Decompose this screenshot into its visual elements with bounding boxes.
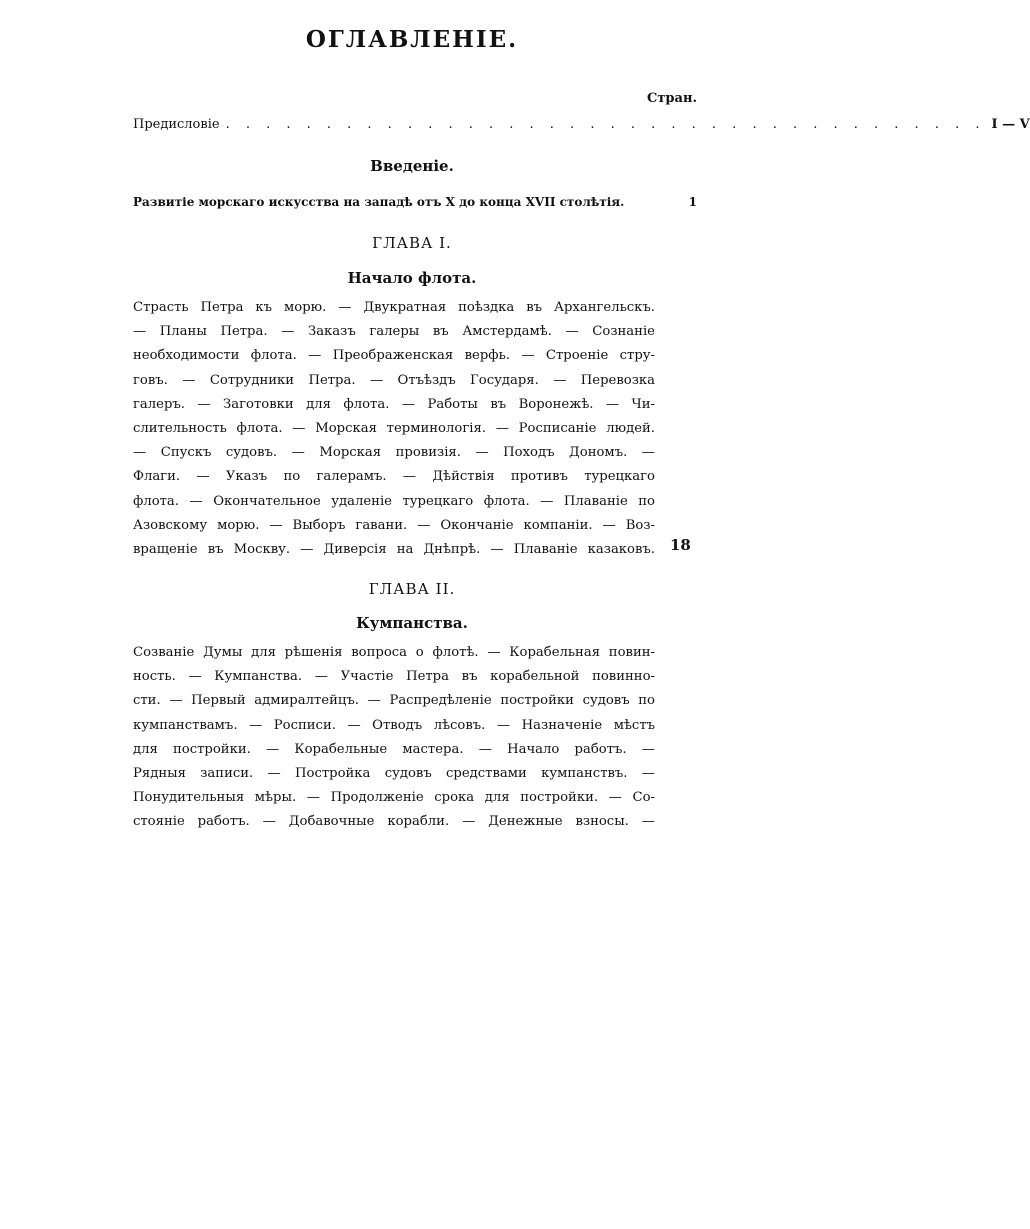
chapter-1-line: галеръ. — Заготовки для флота. — Работы въ Воронежѣ. — Чи- <box>133 396 655 412</box>
chapter-1-line: — Планы Петра. — Заказъ галеры въ Амстердамѣ. — Сознаніе <box>133 324 655 340</box>
chapter-2-heading: Кумпанства. <box>356 614 468 632</box>
chapter-2-line: кумпанствамъ. — Росписи. — Отводъ лѣсовъ. — Назначеніе мѣстъ <box>133 717 655 733</box>
preface-label: Предисловіе <box>133 117 220 132</box>
toc-entry-preface <box>133 117 1030 132</box>
chapter-2-line: сти. — Первый адмиралтейцъ. — Распредѣленіе постройки судовъ по <box>133 693 655 709</box>
chapter-1-page: 18 <box>670 536 691 554</box>
chapter-1-label: ГЛАВА I. <box>372 234 452 252</box>
chapter-1-line: слительность флота. — Морская терминологія. — Росписаніе людей. <box>133 421 655 437</box>
chapter-1-line: Флаги. — Указъ по галерамъ. — Дѣйствія противъ турецкаго <box>133 469 655 485</box>
chapter-1-line: вращеніе въ Москву. — Диверсія на Днѣпрѣ. — Плаваніе казаковъ. <box>133 542 655 558</box>
chapter-1-contents <box>133 296 655 562</box>
chapter-1-line: флота. — Окончательное удаленіе турецкаго флота. — Плаваніе по <box>133 493 655 509</box>
introduction-entry: Развитіе морскаго искусства на западѣ отъ X до конца XVII столѣтія. <box>133 195 625 209</box>
chapter-1-line: необходимости флота. — Преображенская верфь. — Строеніе стру- <box>133 348 655 364</box>
preface-pages: I — V <box>991 117 1030 132</box>
chapter-2-line: Созваніе Думы для рѣшенія вопроса о флотѣ. — Корабельная повин- <box>133 645 655 660</box>
chapter-1-line: — Спускъ судовъ. — Морская провизія. — Походъ Дономъ. — <box>133 445 655 461</box>
page-title: ОГЛАВЛЕНІЕ. <box>305 26 519 53</box>
chapter-2-line: Рядныя записи. — Постройка судовъ средствами кумпанствъ. — <box>133 766 655 782</box>
chapter-2-line: для постройки. — Корабельные мастера. — Начало работъ. — <box>133 741 655 757</box>
introduction-heading: Введеніе. <box>370 157 454 175</box>
chapter-1-line: Азовскому морю. — Выборъ гавани. — Окончаніе компаніи. — Воз- <box>133 517 655 533</box>
chapter-2-line: стояніе работъ. — Добавочные корабли. — Денежные взносы. — <box>133 814 655 830</box>
toc-entry-introduction <box>133 195 697 209</box>
chapter-2-label: ГЛАВА II. <box>368 580 456 598</box>
chapter-2-line: ность. — Кумпанства. — Участіе Петра въ корабельной повинно- <box>133 669 655 685</box>
page-column-header: Стран. <box>647 91 697 106</box>
chapter-1-heading: Начало флота. <box>347 269 477 287</box>
dot-leader: . . . . . . . . . . . . . . . . . . . . . . . . . . . . . . . . . . . . . . <box>225 117 986 132</box>
chapter-2-line: Понудительныя мѣры. — Продолженіе срока для постройки. — Со- <box>133 790 655 806</box>
chapter-1-line: говъ. — Сотрудники Петра. — Отъѣздъ Государя. — Перевозка <box>133 372 655 388</box>
chapter-1-line: Страсть Петра къ морю. — Двукратная поѣздка въ Архангельскъ. <box>133 300 655 315</box>
introduction-page: 1 <box>688 195 697 209</box>
chapter-2-contents <box>133 641 655 835</box>
